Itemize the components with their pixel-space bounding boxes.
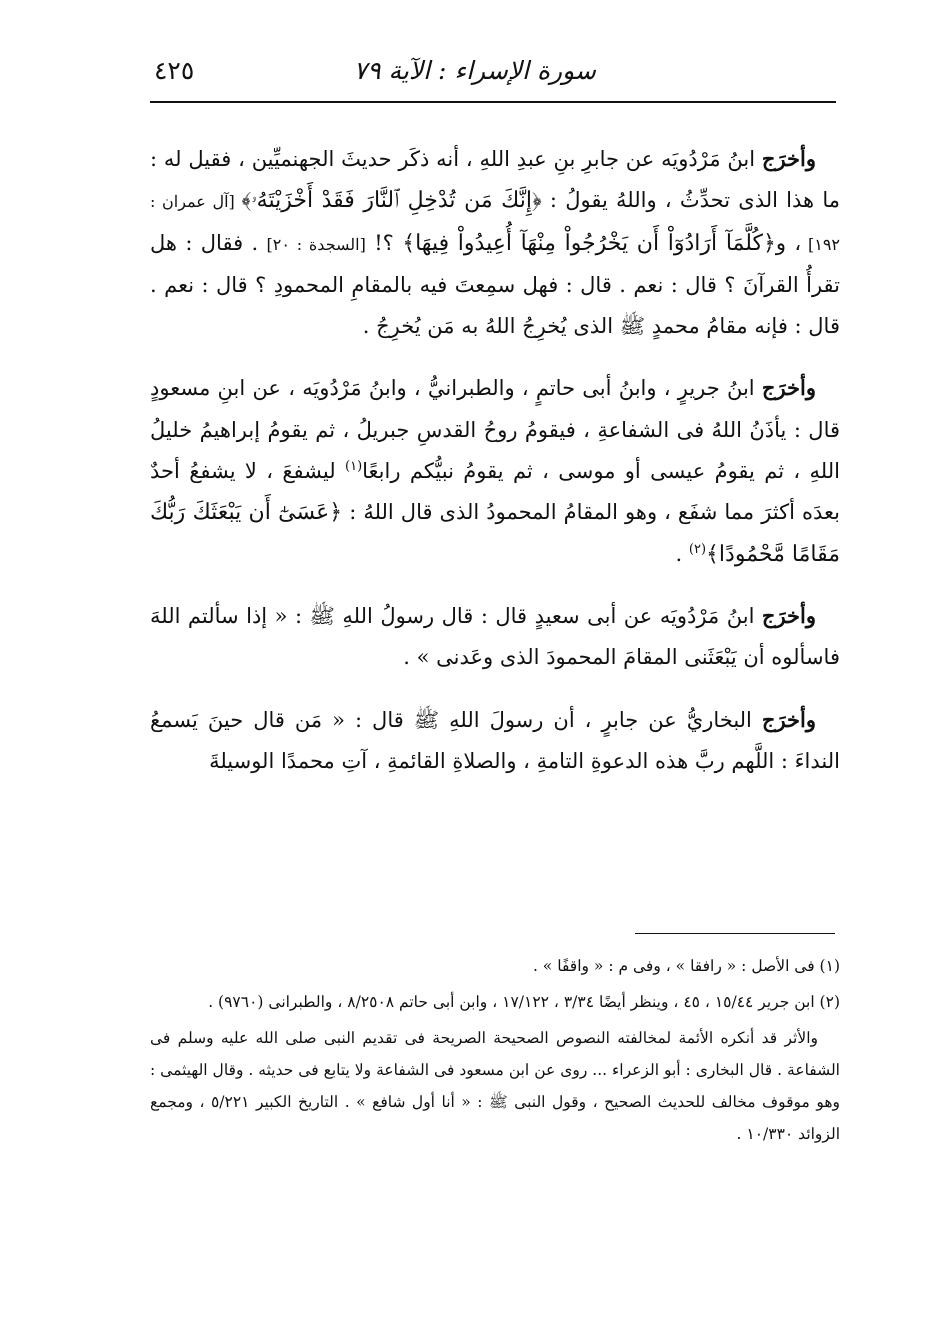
paragraph-text: ابنُ مَرْدُويَه عن جابرِ بنِ عبدِ اللهِ ، أنه ذكَر حديثَ الجهنميِّين ، فقيل له : ما هذا الذى تحدِّثُ ، واللهُ يقولُ : [150,147,840,213]
paragraph-4 [150,699,840,783]
header-rule [150,101,836,103]
page-number: ٤٢٥ [154,56,195,85]
footnote-commentary: والأثر قد أنكره الأئمة لمخالفته النصوص الصحيحة الصريحة فى تقديم النبى صلى الله عليه وسلم فى الشفاعة . قال البخارى : أبو الزعراء ... روى عن ابن مسعود فى الشفاعة ولا يتابع فى حديثه . وقال الهيثمى : وهو موقوف مخالف للحديث الصحيح ، وقول النبى ﷺ : « أنا أول شافع » . التاريخ الكبير ٥/٢٢١ ، ومجمع الزوائد ١٠/٣٣٠ . [150,1029,840,1143]
footnote-marker: (١) [345,459,363,475]
paragraph-lead: وأخرَج [761,146,816,171]
paragraph-text: ليشفعَ ، لا يشفعُ أحدٌ بعدَه أكثرَ مما شفَع ، وهو المقامُ المحمودُ الذى قال اللهُ : [150,459,840,525]
verse-reference: [آل عمران : ١٩٢] [150,192,841,254]
paragraph-lead: وأخرَج [761,375,816,401]
quran-verse: ﴿إِنَّكَ مَن تُدْخِلِ ٱلنَّارَ فَقَدْ أَخْزَيْتَهُۥ﴾ [241,188,542,214]
paragraph-text: ابنُ جريرٍ ، وابنُ أبى حاتمٍ ، والطبرانيُّ ، وابنُ مَرْدُويَه ، عن ابنِ مسعودٍ قال : يأذَنُ اللهُ فى الشفاعةِ ، فيقومُ روحُ القدسِ جبريلُ ، ثم يقومُ إبراهيمُ خليلُ اللهِ ، ثم يقومُ عيسى أو موسى ، ثم يقومُ نبيُّكم رابعًا [150,376,840,484]
footnote-1: (١) فى الأصل : « رافقا » ، وفى م : « واقفًا » . [532,957,840,975]
paragraph-text: ، و [775,230,802,255]
page-header [150,52,836,92]
paragraph-3 [150,595,840,679]
running-title: سورة الإسراء : الآية ٧٩ [353,56,596,85]
quran-verse: ﴿عَسَىٰٓ أَن يَبْعَثَكَ رَبُّكَ مَقَامًا مَّحْمُودًا﴾ [150,500,840,567]
paragraph-lead: وأخرَج [761,706,816,732]
footnote-rule [635,933,835,934]
paragraph-1 [150,138,840,347]
paragraph-2 [150,367,840,574]
footnotes [150,950,840,1154]
paragraph-text: البخاريُّ عن جابرٍ ، أن رسولَ اللهِ ﷺ قال : « مَن قال حينَ يَسمعُ النداءَ : اللَّهم ربَّ هذه الدعوةِ التامةِ ، والصلاةِ القائمةِ ، آتِ محمدًا الوسيلةَ [150,707,840,773]
verse-reference: [السجدة : ٢٠] [266,234,366,254]
paragraph-text: ابنُ مَرْدُويَه عن أبى سعيدٍ قال : قال رسولُ اللهِ ﷺ : « إذا سألتم اللهَ فاسألوه أن يَبْعَثَنى المقامَ المحمودَ الذى وعَدنى » . [150,603,840,670]
paragraph-lead: وأخرَج [761,602,816,628]
paragraph-text: . فقال : هل تقرأُ القرآنَ ؟ قال : نعم . قال : فهل سمِعتَ فيه بالمقامِ المحمودِ ؟ قال : نعم . قال : فإنه مقامُ محمدٍ ﷺ الذى يُخرِجُ اللهُ به مَن يُخرِجُ . [150,230,840,339]
main-text [150,138,840,802]
footnote-marker: (٢) [688,541,707,557]
quran-verse: ﴿كُلَّمَآ أَرَادُوٓاْ أَن يَخْرُجُواْ مِنْهَآ أُعِيدُواْ فِيهَا﴾ [402,230,776,256]
paragraph-text: . [675,541,689,566]
paragraph-text: ؟! [365,230,403,255]
footnote-2: (٢) ابن جرير ١٥/٤٤ ، ٤٥ ، وينظر أيضًا ٣/٣٤ ، ١٧/١٢٢ ، وابن أبى حاتم ٨/٢٥٠٨ ، والطبرانى (٩٧٦٠) . [208,993,840,1011]
